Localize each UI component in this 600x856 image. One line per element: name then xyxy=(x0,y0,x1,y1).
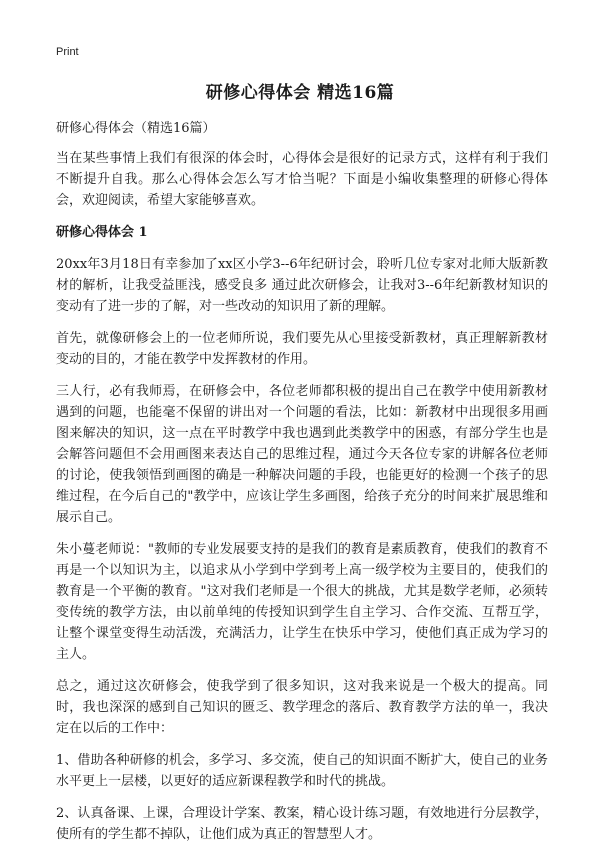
body-paragraph: 20xx年3月18日有幸参加了xx区小学3--6年纪研讨会，聆听几位专家对北师大版新教材的解析，让我受益匪浅，感受良多 通过此次研修会，让我对3--6年纪新教材知识的变动有了进一步的了解，对一些改动的知识用了新的理解。 xyxy=(56,257,548,314)
body-paragraph: 首先，就像研修会上的一位老师所说，我们要先从心里接受新教材，真正理解新教材变动的目的，才能在教学中发挥教材的作用。 xyxy=(56,331,548,367)
section-heading: 研修心得体会 1 xyxy=(56,225,148,240)
document-subtitle: 研修心得体会（精选16篇） xyxy=(56,121,216,136)
body-paragraph: 2、认真备课、上课，合理设计学案、教案，精心设计练习题，有效地进行分层教学，使所有的学生都不掉队，让他们成为真正的智慧型人才。 xyxy=(56,806,548,842)
page-title: 研修心得体会 精选16篇 xyxy=(205,83,395,103)
print-link[interactable]: Print xyxy=(56,46,79,58)
body-paragraph: 朱小蔓老师说："教师的专业发展要支持的是我们的教育是素质教育，使我们的教育不再是一个以知识为主，以追求从小学到中学到考上高一级学校为主要目的，使我们的教育是一个平衡的教育。"这对我们老师是一个很大的挑战，尤其是数学老师，必须转变传统的教学方法，由以前单纯的传授知识到学生自主学习、合作交流、互帮互学，让整个课堂变得生动活泼，充满活力，让学生在快乐中学习，使他们真正成为学习的主人。 xyxy=(56,542,548,662)
body-paragraph: 总之，通过这次研修会，使我学到了很多知识，这对我来说是一个极大的提高。同时，我也深深的感到自己知识的匮乏、教学理念的落后、教育教学方法的单一，我决定在以后的工作中： xyxy=(56,679,548,736)
article-body xyxy=(56,118,548,856)
body-paragraph: 1、借助各种研修的机会，多学习、多交流，使自己的知识面不断扩大，使自己的业务水平更上一层楼，以更好的适应新课程教学和时代的挑战。 xyxy=(56,753,548,789)
body-paragraph: 三人行，必有我师焉，在研修会中，各位老师都积极的提出自己在教学中使用新教材遇到的问题，也能毫不保留的讲出对一个问题的看法，比如：新教材中出现很多用画图来解决的知识，这一点在平时教学中我也遇到此类教学中的困惑，有部分学生也是会解答问题但不会用画图来表达自己的思维过程，通过今天各位专家的讲解各位老师的讨论，使我领悟到画图的确是一种解决问题的手段，也能更好的检测一个孩子的思维过程，在今后自己的"教学中，应该让学生多画图，给孩子充分的时间来扩展思维和展示自己。 xyxy=(56,384,548,525)
intro-paragraph: 当在某些事情上我们有很深的体会时，心得体会是很好的记录方式，这样有利于我们不断提升自我。那么心得体会怎么写才恰当呢？下面是小编收集整理的研修心得体会，欢迎阅读，希望大家能够喜欢。 xyxy=(56,151,548,208)
